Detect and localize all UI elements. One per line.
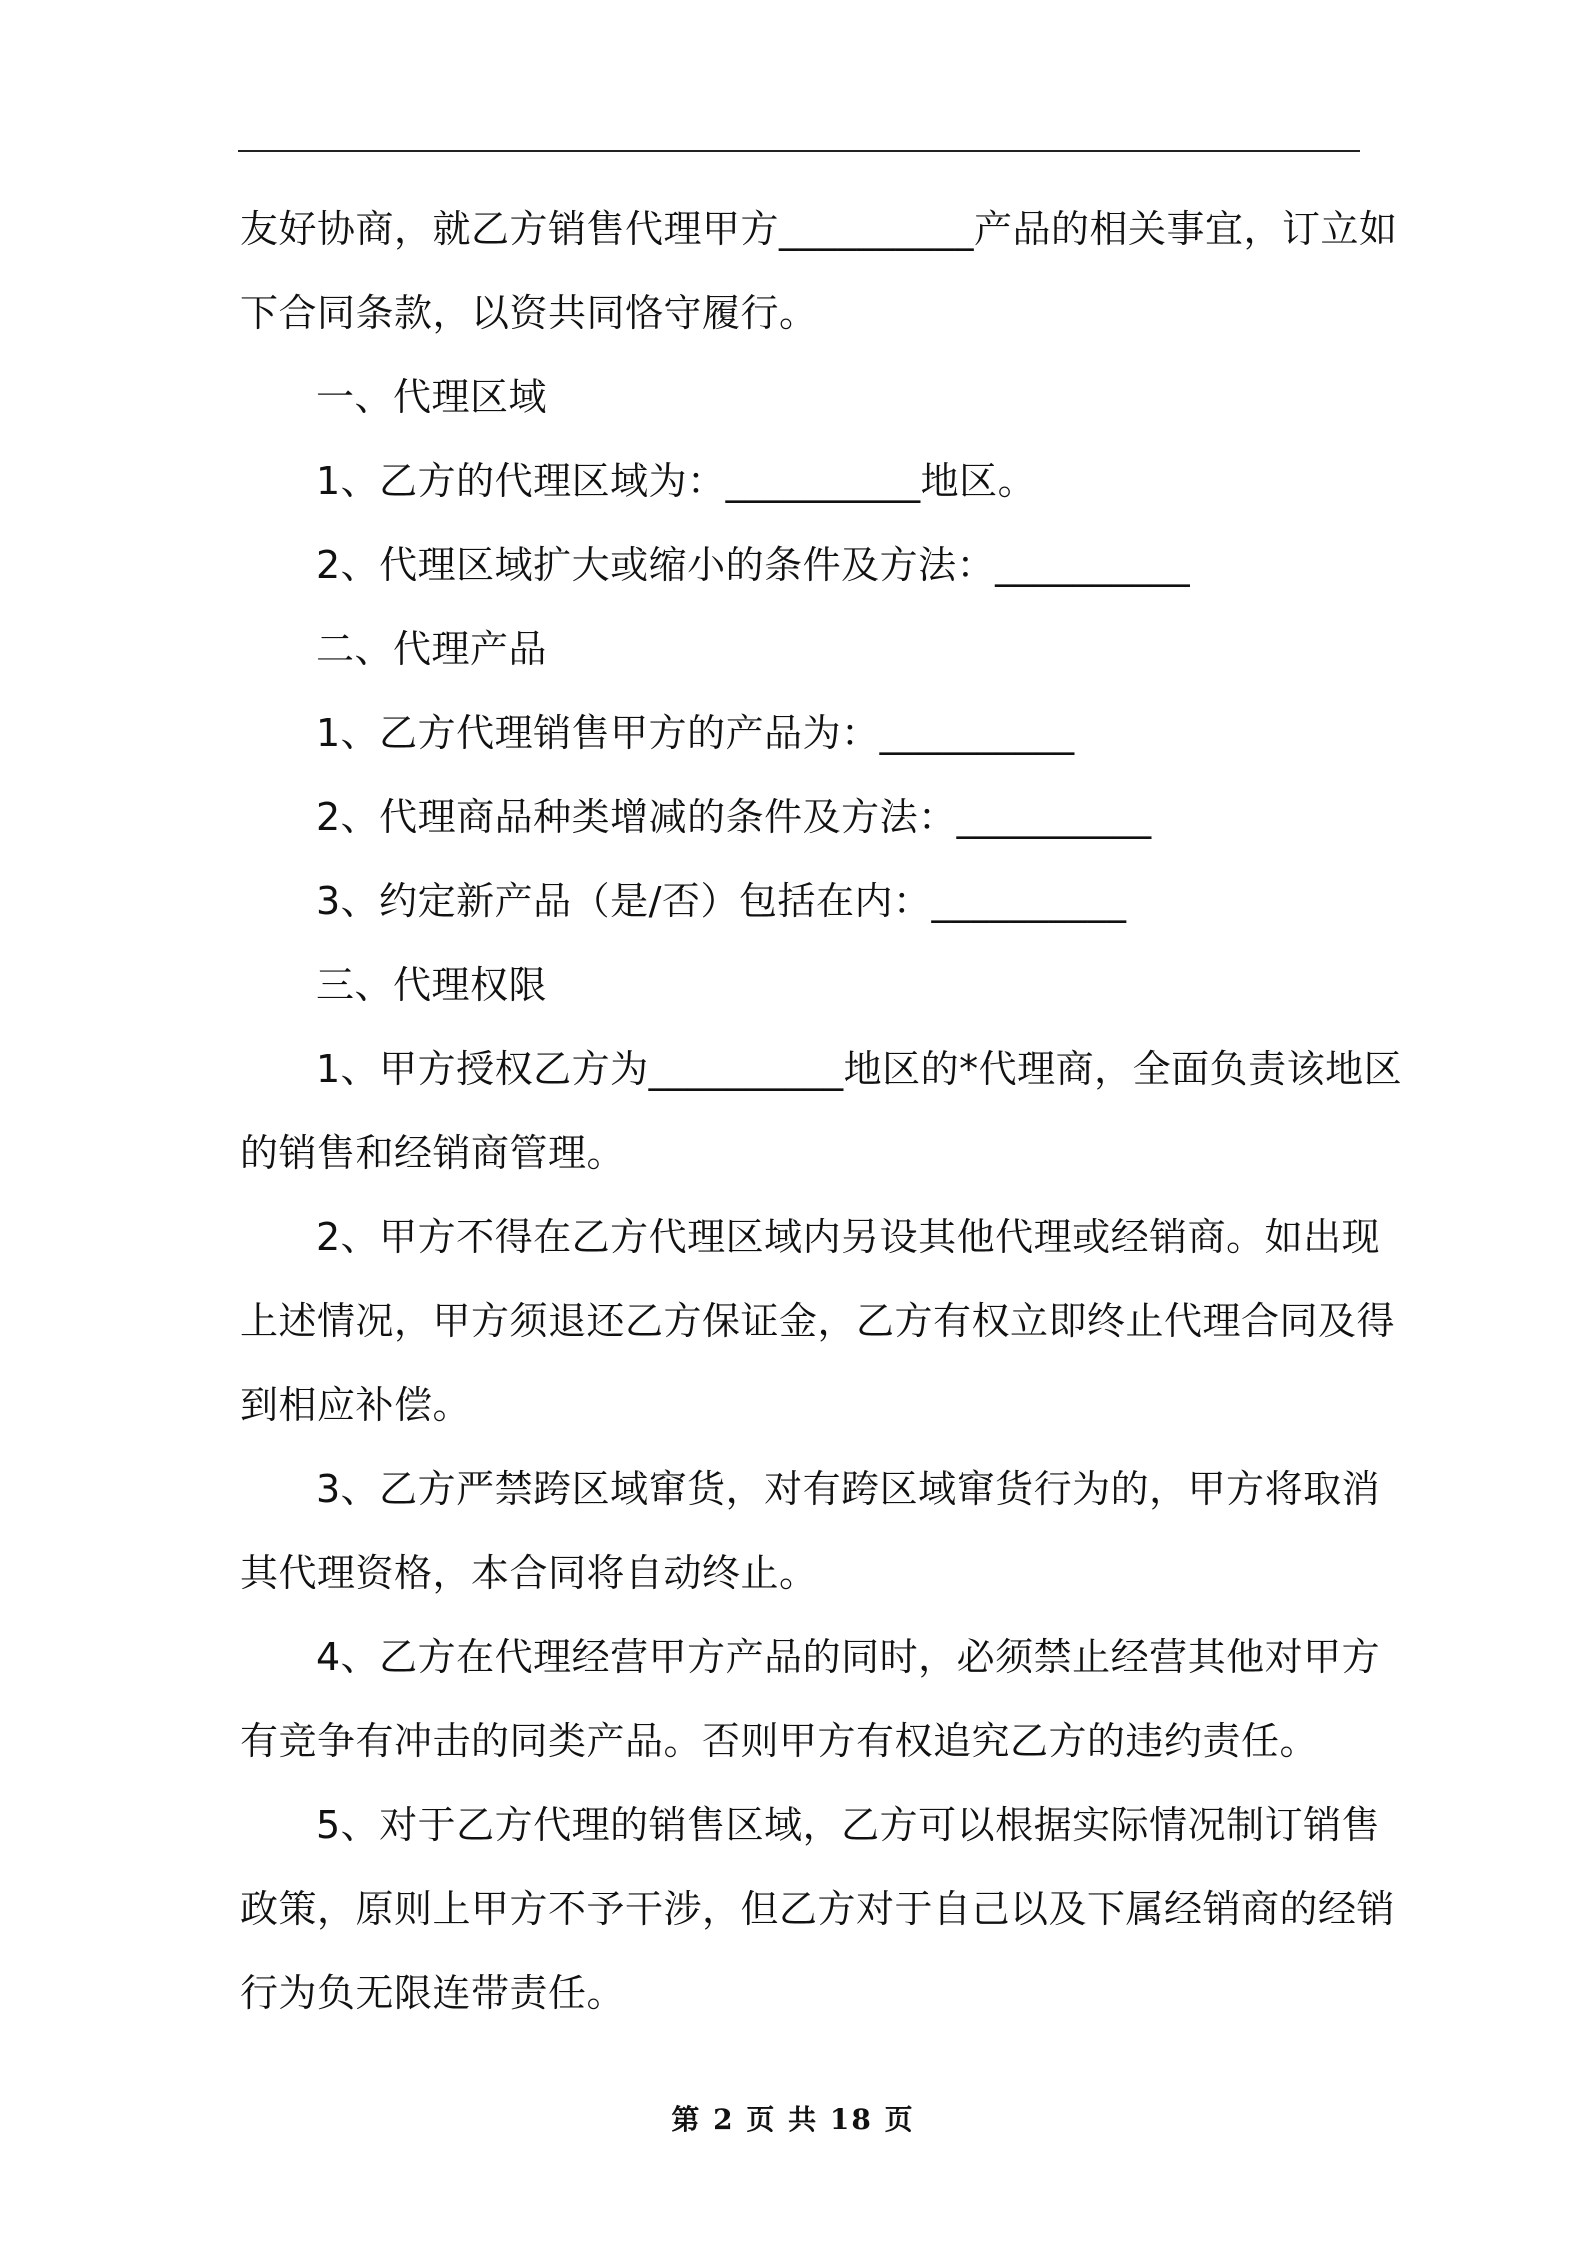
clause-line: 4、乙方在代理经营甲方产品的同时，必须禁止经营其他对甲方 <box>316 1635 1381 1679</box>
paragraph-line: 下合同条款，以资共同恪守履行。 <box>240 291 818 335</box>
clause-line: 2、甲方不得在乙方代理区域内另设其他代理或经销商。如出现 <box>316 1215 1381 1259</box>
clause-line: 1、甲方授权乙方为__________地区的*代理商，全面负责该地区 <box>316 1047 1403 1091</box>
page-number: 第 2 页 共 18 页 <box>671 2103 915 2136</box>
paragraph-line: 有竞争有冲击的同类产品。否则甲方有权追究乙方的违约责任。 <box>240 1719 1319 1763</box>
paragraph-line: 上述情况，甲方须退还乙方保证金，乙方有权立即终止代理合同及得 <box>240 1299 1396 1343</box>
section-heading: 一、代理区域 <box>316 375 548 419</box>
clause-line: 3、乙方严禁跨区域窜货，对有跨区域窜货行为的，甲方将取消 <box>316 1467 1381 1511</box>
header-rule <box>238 150 1360 152</box>
paragraph-line: 友好协商，就乙方销售代理甲方__________产品的相关事宜，订立如 <box>240 207 1398 251</box>
clause-line: 3、约定新产品（是/否）包括在内：__________ <box>316 879 1127 923</box>
document-body <box>240 200 1403 2048</box>
clause-line: 2、代理区域扩大或缩小的条件及方法：__________ <box>316 543 1191 587</box>
clause-line: 1、乙方代理销售甲方的产品为：__________ <box>316 711 1075 755</box>
paragraph-line: 行为负无限连带责任。 <box>240 1971 626 2015</box>
section-heading: 二、代理产品 <box>316 627 548 671</box>
clause-line: 1、乙方的代理区域为：__________地区。 <box>316 459 1037 503</box>
section-heading: 三、代理权限 <box>316 963 548 1007</box>
clause-line: 2、代理商品种类增减的条件及方法：__________ <box>316 795 1152 839</box>
paragraph-line: 到相应补偿。 <box>240 1383 472 1427</box>
paragraph-line: 政策，原则上甲方不予干涉，但乙方对于自己以及下属经销商的经销 <box>240 1887 1396 1931</box>
clause-line: 5、对于乙方代理的销售区域，乙方可以根据实际情况制订销售 <box>316 1803 1381 1847</box>
paragraph-line: 的销售和经销商管理。 <box>240 1131 626 1175</box>
paragraph-line: 其代理资格，本合同将自动终止。 <box>240 1551 818 1595</box>
